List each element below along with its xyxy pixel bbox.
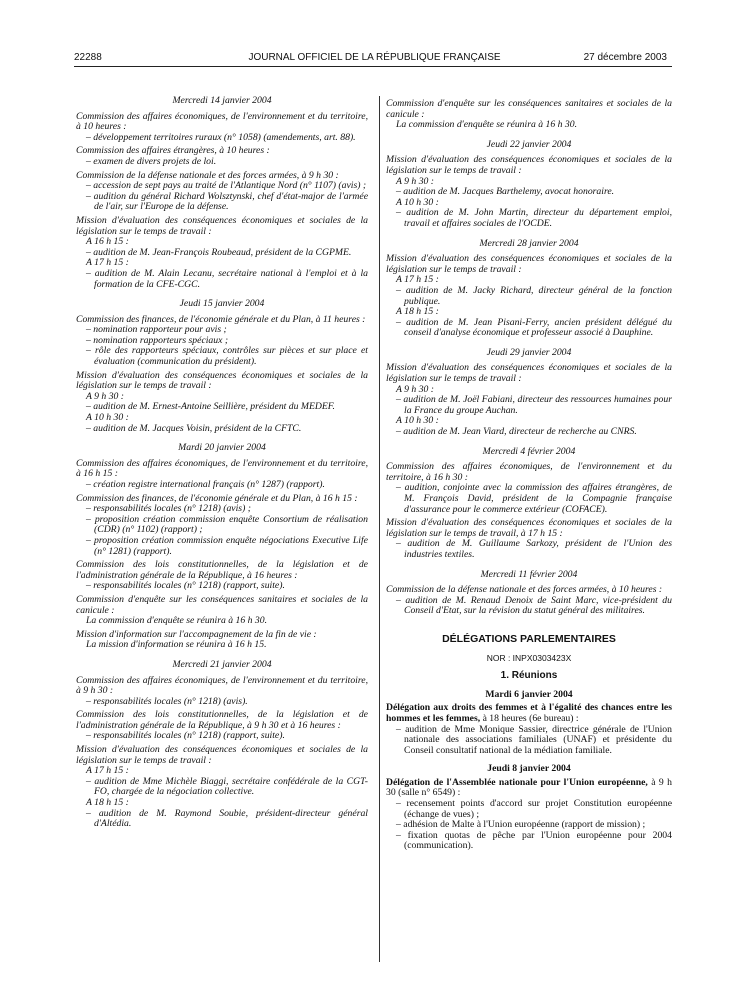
- body-heading: Commission des affaires étrangères, à 10 heures :: [76, 145, 270, 157]
- agenda-item: – audition de M. Guillaume Sarkozy, président de l'Union des industries textiles.: [396, 538, 672, 560]
- page-number: 22288: [74, 52, 102, 63]
- delegation-time: à 9 h 30 (salle n° 6549) :: [386, 776, 672, 799]
- time-label: A 17 h 15 :: [86, 765, 129, 777]
- issue-date: 27 décembre 2003: [583, 52, 667, 63]
- body-heading: Mission d'évaluation des conséquences économiques et sociales de la législation sur le temps de travail, à 17 h 15 :: [386, 517, 672, 539]
- right-column: [386, 96, 672, 852]
- agenda-item: – audition de Mme Michèle Biaggi, secrétaire confédérale de la CGT-FO, chargée de la négociation collective.: [86, 775, 368, 798]
- body-heading: Commission des finances, de l'économie générale et du Plan, à 16 h 15 :: [76, 492, 358, 504]
- date-heading: Mercredi 21 janvier 2004: [172, 658, 272, 670]
- date-heading: Mercredi 11 février 2004: [480, 568, 578, 580]
- delegation-time: à 18 heures (6e bureau) :: [480, 712, 579, 724]
- body-heading: Commission des affaires économiques, de l'environnement et du territoire, à 16 h 15 :: [76, 457, 368, 480]
- body-heading: Commission de la défense nationale et des forces armées, à 9 h 30 :: [76, 169, 339, 181]
- date-heading: Jeudi 15 janvier 2004: [179, 298, 265, 310]
- body-heading: Mission d'évaluation des conséquences économiques et sociales de la législation sur le temps de travail :: [76, 214, 368, 237]
- delegation-meetings: [386, 690, 672, 852]
- time-label: La commission d'enquête se réunira à 16 h 30.: [396, 119, 578, 131]
- agenda-item: – proposition création commission enquête négociations Executive Life (n° 1281) (rapport).: [86, 534, 368, 557]
- time-label: La mission d'information se réunira à 16 h 15.: [86, 639, 267, 651]
- delegation-name: Délégation de l'Assemblée nationale pour l'Union européenne,: [386, 776, 648, 788]
- agenda-item: – audition de M. Jacques Voisin, président de la CFTC.: [86, 422, 302, 434]
- delegation-name: Délégation aux droits des femmes et à l'égalité des chances entre les hommes et les femmes,: [386, 702, 672, 724]
- time-label: A 18 h 15 :: [86, 797, 129, 809]
- time-label: A 9 h 30 :: [396, 175, 435, 187]
- section-title: DÉLÉGATIONS PARLEMENTAIRES: [442, 632, 616, 645]
- body-heading: Mission d'évaluation des conséquences économiques et sociales de la législation sur le temps de travail :: [386, 253, 672, 275]
- body-heading: Commission des lois constitutionnelles, de la législation et de l'administration générale de la République, à 16 heures :: [76, 559, 368, 581]
- delegations-section: [386, 634, 672, 852]
- header-rule: [74, 66, 672, 67]
- time-label: A 10 h 30 :: [396, 196, 439, 208]
- date-heading: Jeudi 29 janvier 2004: [486, 346, 572, 358]
- agenda-item: – audition de M. Raymond Soubie, président-directeur général d'Altédia.: [86, 807, 368, 830]
- body-heading: Commission des affaires économiques, de l'environnement et du territoire, à 10 heures :: [76, 110, 368, 133]
- agenda-item: – responsabilités locales (n° 1218) (rapport, suite).: [86, 730, 285, 742]
- agenda-item: – audition de M. Renaud Denoix de Saint Marc, vice-président du Conseil d'Etat, sur la révision du statut général des militaires.: [396, 594, 672, 617]
- delegation-heading: [386, 703, 672, 724]
- agenda-item: – fixation quotas de pêche par l'Union européenne pour 2004 (communication).: [396, 829, 672, 852]
- body-heading: Mission d'évaluation des conséquences économiques et sociales de la législation sur le temps de travail :: [386, 362, 672, 385]
- body-heading: Mission d'évaluation des conséquences économiques et sociales de la législation sur le temps de travail :: [76, 744, 368, 766]
- journal-title: JOURNAL OFFICIEL DE LA RÉPUBLIQUE FRANÇAISE: [248, 52, 501, 63]
- agenda-item: – examen de divers projets de loi.: [86, 155, 217, 167]
- time-label: A 10 h 30 :: [86, 412, 129, 424]
- agenda-item: – responsabilités locales (n° 1218) (avis) ;: [86, 503, 251, 515]
- date-heading: Jeudi 22 janvier 2004: [486, 138, 572, 150]
- date-heading: Mercredi 28 janvier 2004: [479, 237, 579, 249]
- body-heading: Commission d'enquête sur les conséquences sanitaires et sociales de la canicule :: [76, 593, 368, 616]
- time-label: La commission d'enquête se réunira à 16 h 30.: [86, 615, 268, 627]
- agenda-item: – adhésion de Malte à l'Union européenne (rapport de mission) ;: [396, 819, 646, 831]
- agenda-item: – audition de M. Jacques Barthelemy, avocat honoraire.: [396, 186, 615, 198]
- left-column: [76, 96, 368, 830]
- delegation-heading: [386, 778, 672, 799]
- agenda-item: – audition de Mme Monique Sassier, directrice générale de l'Union nationale des associations familiales (UNAF) et présidente du Conseil consultatif national de la médiation familiale.: [396, 723, 672, 756]
- right-column-agenda: [386, 99, 672, 617]
- date-heading: Mardi 20 janvier 2004: [178, 442, 266, 454]
- agenda-item: – responsabilités locales (n° 1218) (rapport, suite).: [86, 580, 285, 592]
- body-heading: Commission des lois constitutionnelles, de la législation et de l'administration générale de la République, à 9 h 30 et à 16 heures :: [76, 709, 368, 731]
- time-label: A 16 h 15 :: [86, 236, 129, 248]
- nor-reference: NOR : INPX0303423X: [486, 652, 572, 663]
- time-label: A 9 h 30 :: [86, 390, 125, 402]
- body-heading: Mission d'évaluation des conséquences économiques et sociales de la législation sur le temps de travail :: [386, 154, 672, 176]
- agenda-item: – création registre international français (n° 1287) (rapport).: [86, 479, 325, 490]
- agenda-item: – audition de M. Alain Lecanu, secrétaire national à l'emploi et à la formation de la CFE-CGC.: [86, 267, 368, 290]
- agenda-item: – audition de M. Jacky Richard, directeur général de la fonction publique.: [396, 284, 672, 307]
- time-label: A 9 h 30 :: [396, 383, 435, 395]
- page-header: [0, 52, 749, 66]
- agenda-item: – rôle des rapporteurs spéciaux, contrôles sur pièces et sur place et évaluation (communication du président).: [86, 345, 368, 368]
- body-heading: Commission de la défense nationale et des forces armées, à 10 heures :: [386, 584, 663, 596]
- agenda-item: – audition de M. Jean Pisani-Ferry, ancien président délégué du conseil d'analyse économique et professeur associé à Dauphine.: [396, 316, 672, 339]
- section-subtitle: 1. Réunions: [500, 670, 558, 682]
- time-label: A 17 h 15 :: [86, 257, 129, 269]
- agenda-item: – proposition création commission enquête Consortium de réalisation (CDR) (n° 1102) (rapport) ;: [86, 513, 368, 536]
- agenda-item: – audition de M. Jean-François Roubeaud, président de la CGPME.: [86, 246, 352, 258]
- column-separator: [379, 96, 380, 962]
- body-heading: Commission des affaires économiques, de l'environnement et du territoire, à 16 h 30 :: [386, 461, 672, 483]
- agenda-item: – responsabilités locales (n° 1218) (avis).: [86, 695, 248, 707]
- body-heading: Mission d'évaluation des conséquences économiques et sociales de la législation sur le temps de travail :: [76, 369, 368, 392]
- agenda-item: – recensement points d'accord sur projet Constitution européenne (échange de vues) ;: [396, 798, 672, 820]
- meeting-date: Jeudi 8 janvier 2004: [487, 763, 571, 775]
- meeting-date: Mardi 6 janvier 2004: [485, 688, 573, 700]
- agenda-item: – audition, conjointe avec la commission des affaires étrangères, de M. François David, président de la Compagnie française d'assurance pour le commerce extérieur (COFACE).: [396, 482, 672, 515]
- body-heading: Commission des finances, de l'économie générale et du Plan, à 11 heures :: [76, 313, 366, 325]
- agenda-item: – nomination rapporteur pour avis ;: [86, 324, 227, 336]
- agenda-item: – audition de M. Joël Fabiani, directeur des ressources humaines pour la France du groupe Auchan.: [396, 394, 672, 416]
- agenda-item: – audition de M. John Martin, directeur du département emploi, travail et affaires sociales de l'OCDE.: [396, 207, 672, 229]
- date-heading: Mercredi 4 février 2004: [482, 445, 576, 457]
- date-heading: Mercredi 14 janvier 2004: [172, 95, 272, 106]
- agenda-item: – accession de sept pays au traité de l'Atlantique Nord (n° 1107) (avis) ;: [86, 180, 367, 192]
- agenda-item: – développement territoires ruraux (n° 1058) (amendements, art. 88).: [86, 131, 356, 143]
- agenda-item: – audition de M. Jean Viard, directeur de recherche au CNRS.: [396, 426, 637, 438]
- time-label: A 17 h 15 :: [396, 274, 439, 286]
- agenda-item: – nomination rapporteurs spéciaux ;: [86, 334, 229, 346]
- time-label: A 18 h 15 :: [396, 306, 439, 318]
- body-heading: Commission d'enquête sur les conséquences sanitaires et sociales de la canicule :: [386, 98, 672, 120]
- body-heading: Commission des affaires économiques, de l'environnement et du territoire, à 9 h 30 :: [76, 674, 368, 697]
- time-label: A 10 h 30 :: [396, 415, 439, 427]
- agenda-item: – audition du général Richard Wolsztynski, chef d'état-major de l'armée de l'air, sur l'Europe de la défense.: [86, 190, 368, 213]
- body-heading: Mission d'information sur l'accompagnement de la fin de vie :: [76, 628, 317, 640]
- agenda-item: – audition de M. Ernest-Antoine Seillière, président du MEDEF.: [86, 401, 335, 413]
